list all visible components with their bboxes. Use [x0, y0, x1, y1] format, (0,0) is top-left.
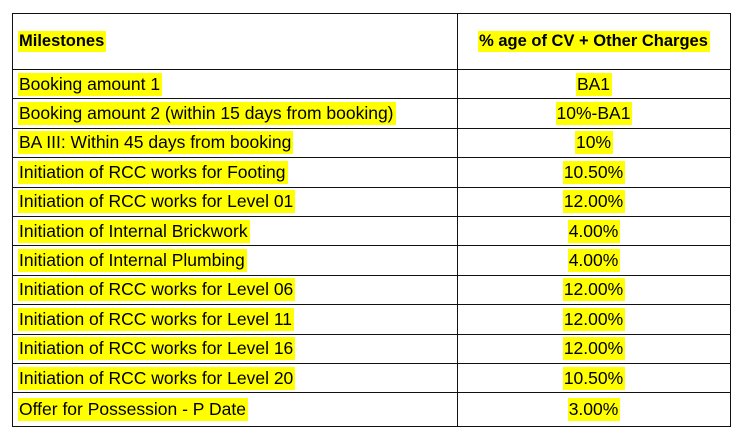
milestones-header-cell: [13, 14, 458, 70]
milestone-text: Initiation of RCC works for Footing: [19, 161, 286, 182]
milestone-text: Initiation of RCC works for Level 11: [19, 308, 292, 329]
milestones-header: Milestones: [19, 32, 105, 50]
charges-cell: [458, 246, 731, 275]
charges-cell: [458, 158, 731, 187]
milestone-cell: [13, 158, 458, 187]
charges-cell: [458, 305, 731, 334]
milestone-cell: [13, 99, 458, 128]
charges-cell: [458, 275, 731, 304]
table-row: [13, 305, 731, 334]
table-header-row: [13, 14, 731, 70]
table-row: [13, 158, 731, 187]
milestone-cell: [13, 70, 458, 99]
charges-cell: [458, 216, 731, 245]
payment-schedule-table: [12, 13, 731, 427]
milestone-cell: [13, 187, 458, 216]
charges-text: BA1: [576, 73, 611, 94]
charges-text: 10%-BA1: [556, 103, 631, 124]
charges-text: 4.00%: [568, 220, 619, 241]
charges-header-cell: [458, 14, 731, 70]
charges-text: 3.00%: [568, 399, 619, 420]
charges-cell: [458, 99, 731, 128]
charges-header: % age of CV + Other Charges: [479, 32, 708, 50]
milestone-text: Offer for Possession - P Date: [19, 399, 246, 420]
charges-cell: [458, 187, 731, 216]
table-row: [13, 393, 731, 427]
charges-cell: [458, 363, 731, 392]
charges-text: 10.50%: [563, 161, 624, 182]
charges-cell: [458, 393, 731, 427]
table-row: [13, 99, 731, 128]
milestone-text: Initiation of RCC works for Level 16: [19, 338, 294, 359]
milestone-text: Initiation of RCC works for Level 20: [19, 367, 294, 388]
milestone-text: Initiation of Internal Brickwork: [19, 220, 248, 241]
charges-cell: [458, 70, 731, 99]
milestone-text: Booking amount 2 (within 15 days from booking): [19, 103, 394, 124]
charges-text: 10.50%: [563, 367, 624, 388]
milestone-text: Initiation of RCC works for Level 06: [19, 279, 294, 300]
charges-text: 10%: [575, 132, 612, 153]
milestone-text: Initiation of Internal Plumbing: [19, 250, 245, 271]
milestone-text: Initiation of RCC works for Level 01: [19, 191, 294, 212]
table-row: [13, 128, 731, 157]
milestone-cell: [13, 305, 458, 334]
milestone-cell: [13, 334, 458, 363]
table-row: [13, 246, 731, 275]
table-row: [13, 187, 731, 216]
charges-cell: [458, 128, 731, 157]
milestone-cell: [13, 275, 458, 304]
charges-text: 12.00%: [563, 338, 624, 359]
milestone-cell: [13, 363, 458, 392]
table-row: [13, 70, 731, 99]
milestone-cell: [13, 216, 458, 245]
table-row: [13, 363, 731, 392]
table-row: [13, 275, 731, 304]
table-row: [13, 216, 731, 245]
milestone-text: BA III: Within 45 days from booking: [19, 132, 292, 153]
milestone-text: Booking amount 1: [19, 73, 161, 94]
charges-cell: [458, 334, 731, 363]
milestone-cell: [13, 246, 458, 275]
charges-text: 12.00%: [563, 308, 624, 329]
charges-text: 12.00%: [563, 279, 624, 300]
charges-text: 12.00%: [563, 191, 624, 212]
milestone-cell: [13, 128, 458, 157]
milestone-cell: [13, 393, 458, 427]
charges-text: 4.00%: [568, 250, 619, 271]
table-row: [13, 334, 731, 363]
